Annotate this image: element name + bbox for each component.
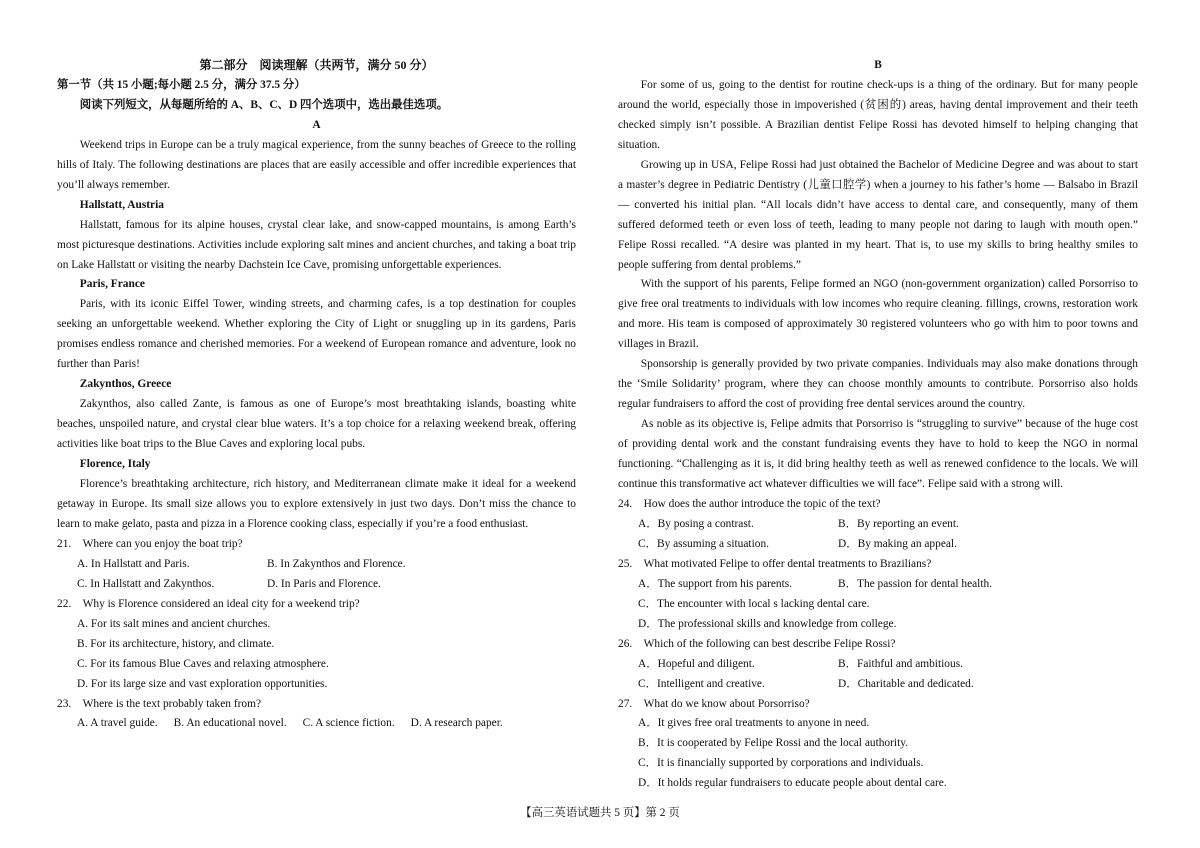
- place-name: Hallstatt, Austria: [79, 198, 164, 211]
- q23-option-d: D. A research paper.: [410, 717, 503, 730]
- question-24: 24. How does the author introduce the topic of the text?: [618, 497, 881, 510]
- q22-option-b: B. For its architecture, history, and climate.: [77, 637, 275, 650]
- passage-b-paragraph: Growing up in USA, Felipe Rossi had just obtained the Bachelor of Medicine Degree and was about to start a master’s degree in Pediatric Dentistry (儿童口腔学) when a journey to his father’s home — Balsabo in Brazil — converted his initial plan. “All locals didn’t have access to dental care, and consequently, many of them suffered deformed teeth or even loss of teeth, leading to many people not daring to laugh with mouth open.” Felipe Rossi recalled. “A desire was planted in my heart. That is, to use my skills to bring healthy smiles to people suffering from dental problems.”: [618, 158, 1138, 271]
- place-name: Paris, France: [79, 278, 145, 291]
- question-26: 26. Which of the following can best describe Felipe Rossi?: [618, 637, 896, 650]
- page-footer: 【高三英语试题共 5 页】第 2 页: [520, 807, 680, 819]
- q21-options-row2: [57, 575, 576, 595]
- q21-option-c: C. In Hallstatt and Zakynthos.: [77, 577, 215, 590]
- passage-b-paragraph: For some of us, going to the dentist for routine check-ups is a thing of the ordinary. But for many people around the world, especially those in impoverished (贫困的) areas, having dental improvement and their teeth checked simply isn’t possible. A Brazilian dentist Felipe Rossi has devoted himself to helping changing that situation.: [618, 78, 1138, 151]
- q22-option-a: A. For its salt mines and ancient churches.: [77, 617, 271, 630]
- q23-option-a: A. A travel guide.: [77, 717, 158, 730]
- q25-option-d: D．The professional skills and knowledge from college.: [638, 617, 897, 630]
- q22-option-c: C. For its famous Blue Caves and relaxing atmosphere.: [77, 657, 329, 670]
- place-name: Zakynthos, Greece: [79, 378, 172, 391]
- question-21: 21. Where can you enjoy the boat trip?: [57, 537, 243, 550]
- instruction: 阅读下列短文，从每题所给的 A、B、C、D 四个选项中，选出最佳选项。: [79, 98, 449, 111]
- q24-options-row1: [618, 515, 1138, 535]
- q26-option-b: B．Faithful and ambitious.: [838, 657, 963, 670]
- q24-option-a: A．By posing a contrast.: [638, 517, 754, 530]
- passage-b-label: B: [874, 59, 882, 71]
- passage-a-label: A: [312, 118, 321, 131]
- q25-option-c: C．The encounter with local s lacking dental care.: [638, 597, 870, 610]
- place-text: Hallstatt, famous for its alpine houses, crystal clear lake, and snow-capped mountains, is among Earth’s most picturesque destinations. Activities include exploring salt mines and ancient churches, and taking a boat trip on Lake Hallstatt or visiting the nearby Dachstein Ice Cave, promising unforgettable experiences.: [57, 218, 576, 271]
- q27-option-b: B．It is cooperated by Felipe Rossi and the local authority.: [638, 737, 909, 750]
- q21-option-d: D. In Paris and Florence.: [267, 577, 381, 590]
- q25-options-row1: [618, 575, 1138, 595]
- right-column: [618, 56, 1138, 794]
- question-23: 23. Where is the text probably taken from?: [57, 697, 262, 710]
- q24-option-d: D．By making an appeal.: [838, 537, 957, 550]
- place-name: Florence, Italy: [79, 458, 151, 471]
- part-title: 第二部分 阅读理解（共两节，满分 50 分）: [199, 58, 434, 72]
- q24-option-c: C．By assuming a situation.: [638, 537, 769, 550]
- q23-option-c: C. A science fiction.: [302, 717, 395, 730]
- section-title: 第一节（共 15 小题;每小题 2.5 分，满分 37.5 分）: [57, 78, 306, 91]
- q25-option-a: A．The support from his parents.: [638, 577, 793, 590]
- q26-option-c: C．Intelligent and creative.: [638, 677, 765, 690]
- place-text: Florence’s breathtaking architecture, rich history, and Mediterranean climate make it ideal for a weekend getaway in Europe. Its small size allows you to explore extensively in just two days. Don’t miss the chance to learn to make gelato, pasta and pizza in a Florence cooking class, especially if you’re a food enthusiast.: [57, 478, 576, 530]
- q27-option-c: C．It is financially supported by corporations and individuals.: [638, 757, 924, 770]
- q24-option-b: B．By reporting an event.: [838, 517, 959, 530]
- q26-option-a: A．Hopeful and diligent.: [638, 657, 755, 670]
- passage-b-paragraph: With the support of his parents, Felipe formed an NGO (non-government organization) called Porsorriso to give free oral treatments to individuals with low incomes who require cleaning. fillings, crowns, restoration work and more. His team is composed of approximately 30 registered volunteers who go with him to poor towns and villages in Brazil.: [618, 278, 1138, 351]
- q26-options-row2: [618, 675, 1138, 695]
- q21-option-a: A. In Hallstatt and Paris.: [77, 557, 190, 570]
- place-text: Zakynthos, also called Zante, is famous as one of Europe’s most breathtaking islands, boasting white beaches, unspoiled nature, and crystal clear blue waters. It’s a top choice for a relaxing weekend break, offering activities like boat trips to the Blue Caves and exploring local pubs.: [57, 398, 576, 451]
- passage-b-paragraph: As noble as its objective is, Felipe admits that Porsorriso is “struggling to survive” because of the huge cost of providing dental work and the constant fundraising events they have to hold to keep the NGO in normal functioning. “Challenging as it is, it did bring healthy teeth as well as renewed confidence to the locals. We will continue this transformative act whatever difficulties we will face”. Felipe said with a strong will.: [618, 418, 1138, 491]
- q23-options: [57, 714, 576, 734]
- q25-option-b: B．The passion for dental health.: [838, 577, 993, 590]
- q21-options-row1: [57, 555, 576, 575]
- q26-option-d: D．Charitable and dedicated.: [838, 677, 974, 690]
- question-27: 27. What do we know about Porsorriso?: [618, 697, 810, 710]
- left-column: [57, 56, 576, 734]
- q27-option-d: D．It holds regular fundraisers to educate people about dental care.: [638, 777, 947, 790]
- question-22: 22. Why is Florence considered an ideal city for a weekend trip?: [57, 597, 360, 610]
- q23-option-b: B. An educational novel.: [173, 717, 287, 730]
- q21-option-b: B. In Zakynthos and Florence.: [267, 557, 406, 570]
- q22-option-d: D. For its large size and vast exploration opportunities.: [77, 677, 328, 690]
- place-text: Paris, with its iconic Eiffel Tower, winding streets, and charming cafes, is a top destination for couples seeking an unforgettable weekend. Whether exploring the City of Light or snuggling up in its gardens, Paris promises endless romance and cherished memories. For a weekend of European romance and adventure, look no further than Paris!: [57, 298, 576, 371]
- passage-b-paragraph: Sponsorship is generally provided by two private companies. Individuals may also make donations through the ‘Smile Solidarity’ program, where they can choose monthly amounts to contribute. Porsorriso also holds regular fundraisers to afford the cost of providing free dental services around the country.: [618, 358, 1138, 411]
- q26-options-row1: [618, 655, 1138, 675]
- passage-a-intro: Weekend trips in Europe can be a truly magical experience, from the sunny beaches of Greece to the rolling hills of Italy. The following destinations are places that are easily accessible and offer incredible experiences that you’ll always remember.: [57, 138, 576, 191]
- q24-options-row2: [618, 535, 1138, 555]
- question-25: 25. What motivated Felipe to offer dental treatments to Brazilians?: [618, 557, 932, 570]
- q27-option-a: A．It gives free oral treatments to anyone in need.: [638, 717, 870, 730]
